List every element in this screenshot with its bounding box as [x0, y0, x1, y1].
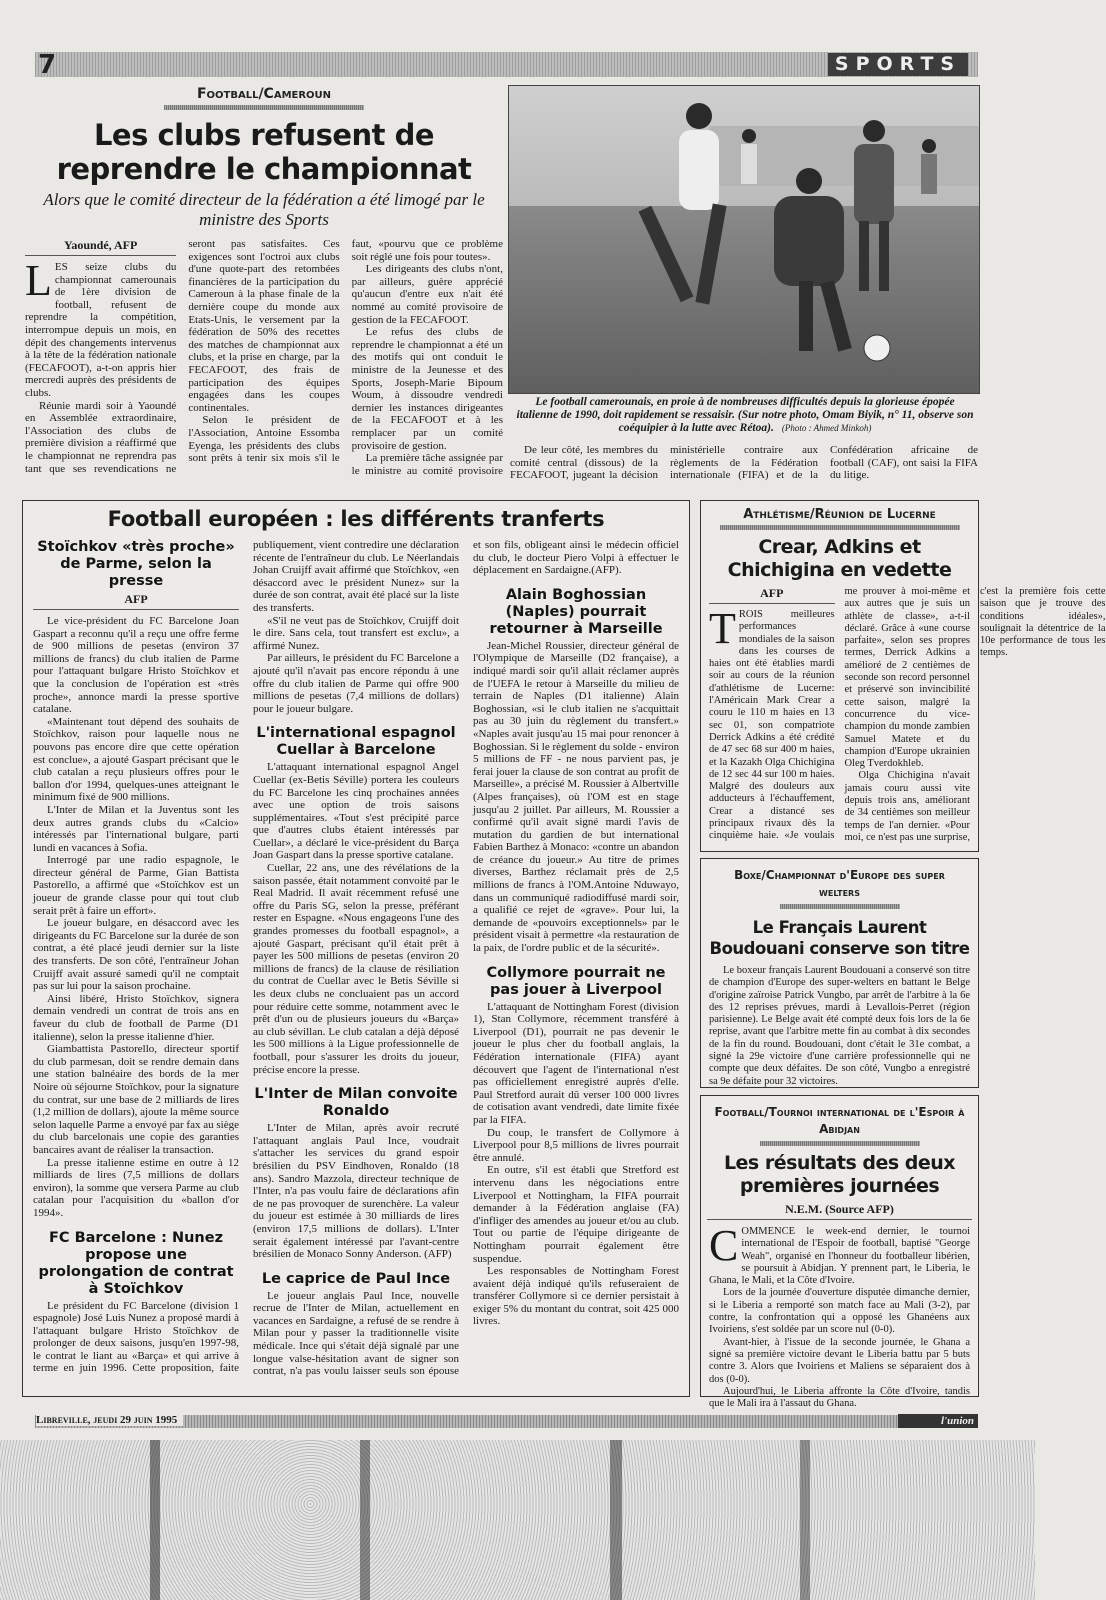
- section-label: SPORTS: [828, 53, 968, 76]
- article-headline: Les clubs refusent de reprendre le championnat: [56, 118, 472, 186]
- article-headline: Le Français Laurent Boudouani conserve son titre: [709, 918, 970, 958]
- paragraph: Les dirigeants des clubs n'ont, par ailleurs, guère apprécié qu'aucun d'entre eux n'ait été nommé au comité provisoire de gestion de la FECAFOOT.: [351, 263, 503, 326]
- paragraph: Le joueur bulgare, en désaccord avec les dirigeants du FC Barcelone sur la durée de son contrat, a été placé jeudi dernier sur la liste des transferts. De son côté, l'entraîneur Johan Cruijff avait assuré samedi qu'il ne comptait pas sur lui pour la saison prochaine.: [33, 917, 239, 993]
- footer-dateline: Libreville, jeudi 29 juin 1995: [36, 1414, 183, 1426]
- paragraph: «Maintenant tout dépend des souhaits de Stoïchkov, raison pour laquelle nous ne pouvons pas encore dire que cette opération est conclue», a ajouté Gaspart précisant que le club catalan a reçu plusieurs offres pour le ballon d'or 1994, quelques-unes atteignant le minimum fixé de 900 millions.: [33, 715, 239, 804]
- paragraph: LES seize clubs du championnat camerounais de 1ère division de football, refusent de reprendre la compétition, interrompue depuis un mois, en dépit des changements intervenus à la tête de la fédération nationale (FECAFOOT), a-t-on appris hier mercredi auprès des présidents de clubs.: [25, 256, 177, 399]
- paragraph: Réunie mardi soir à Yaoundé en Assemblée extraordinaire, l'Association des clubs de première division a réaffirmé que le championnat ne reprendra pas tant que ses revendications ne seront pas satisfaites. Ces exigences sont l'octroi aux clubs d'une quote-part des retombées financières de la participation du Cameroun à la phase finale de la dernière coupe du monde aux Etats-Unis, le versement par la fédération de 50% des recettes des matches de championnat aux clubs, et la prise en charge, par la FECAFOOT, des frais de participation des équipes engagées dans les coupes continentales.: [25, 238, 340, 475]
- paragraph: TROIS meilleures performances mondiales de la saison dans les courses de haies ont été établies mardi soir au cours de la réunion d'athlétisme de Lucerne: l'Américain Mark Crear a couru le 110 m haies en 13 sec 01, son compatriote Derrick Adkins a été crédité de 47 sec 68 sur 400 m haies, et la Kazakh Olga Chichigina de 12 sec 44 sur 100 m haies. Malgré des douleurs aux adducteurs à l'échauffement, Crear a distancé ses principaux rivaux dès la cinquième haie. «Je voulais me prouver à moi-même et aux autres que je suis un athlète de classe», a-t-il déclaré. Grâce à «une course parfaite», selon ses propres termes, Derrick Adkins a amélioré de 2 centièmes de seconde son record personnel et préservé son invincibilité cette saison, malgré la concurrence du vice-champion du monde zambien Samuel Matete et du champion d'Europe ukrainien Oleg Tverdokhleb.: [709, 586, 970, 842]
- paragraph: Olga Chichigina n'avait jamais couru aussi vite depuis trois ans, améliorant de 34 centièmes son meilleur temps de l'an dernier. «Pour moi, ce n'est pas une surprise, c'est la première fois cette saison que je trouve des conditions idéales», soulignait la détentrice de la 10e performance de tous les temps.: [844, 586, 1106, 843]
- paragraph: Ainsi libéré, Hristo Stoïchkov, signera demain vendredi un contrat de trois ans en faveur du club de football de Parme (D1 italienne), selon la presse italienne d'hier.: [33, 992, 239, 1043]
- article-headline: Crear, Adkins et Chichigina en vedette: [727, 536, 952, 581]
- paragraph: Le président du FC Barcelone (division 1 espagnole) José Luis Nunez a proposé mardi à l'attaquant bulgare Hristo Stoïchkov de prolonger de deux saisons, jusqu'en 1997-98, le contrat le liant au «Barça» et qui arrive à terme en juin 1996. Cette proposition, faite publiquement, vient contredire une déclaration récente de l'entraîneur du club. Le Néerlandais Johan Cruijff avait affirmé que Stoïchkov, «en désaccord avec le président Nunez» sur la durée de son contrat, avait été placé sur la liste des transferts.: [33, 539, 459, 1375]
- paragraph: Selon le président de l'Association, Antoine Essomba Eyenga, les présidents des clubs sont prêts à tenir six mois s'il le faut, «pourvu que ce problème soit réglé une fois pour toutes».: [188, 238, 503, 465]
- section-heading: FC Barcelone : Nunez propose une prolongation de contrat à Stoïchkov: [38, 1229, 234, 1297]
- article-subtitle: Alors que le comité directeur de la fédération a été limogé par le ministre des Sports: [43, 190, 485, 229]
- article-body: [709, 965, 970, 1088]
- caption-text: Le football camerounais, en proie à de nombreuses difficultés depuis la glorieuse épopée italienne de 1990, doit rapidement se ressaisir. (Sur notre photo, Omam Biyik, n° 11, observe son coéquipier à la lutte avec Rétoa).: [516, 396, 974, 434]
- article-cameroun: [25, 86, 503, 482]
- paragraph: Le joueur anglais Paul Ince, nouvelle recrue de l'Inter de Milan, actuellement en vacances en Sardaigne, a refusé de se rendre à Milan pour y passer la traditionnelle visite médicale. Ince qui s'était déjà signalé par une longue valse-hésitation avant de signer son contrat, n'a pas voulu laisser seuls son épouse et son fils, obligeant ainsi le médecin officiel du club, le docteur Piero Volpi à effectuer le déplacement en Sardaigne.(AFP).: [253, 539, 679, 1378]
- article-boxe: [700, 858, 979, 1088]
- paragraph: L'attaquant de Nottingham Forest (division 1), Stan Collymore, récemment transféré à Liverpool (D1), pourrait ne pas devenir le joueur le plus cher du football anglais, la Fédération internationale (FIFA) ayant découvert que l'agent de l'international n'est pas officiellement enregistré auprès d'elle. Paul Stretford aurait dû verser 100 000 livres de cotisation avant vendredi, date limite fixée par la FIFA.: [473, 1000, 679, 1126]
- paragraph: Les responsables de Nottingham Forest avaient déjà indiqué qu'ils refuseraient de transférer Collymore si ce dernier persistait à exiger 5% du montant du contrat, soit 425 000 livres.: [473, 1265, 679, 1328]
- masthead-logo: l'union: [898, 1414, 978, 1428]
- article-athletisme: [700, 500, 1106, 852]
- paragraph: Lors de la journée d'ouverture disputée dimanche dernier, si le Liberia a remporté son match face au Mali (3-2), par contre, la confrontation qui a opposé les Ghanéens aux Ivoiriens, s'est soldée par un score nul (0-0).: [709, 1287, 970, 1336]
- section-heading: Stoïchkov «très proche» de Parme, selon la presse: [37, 539, 235, 589]
- paragraph: «S'il ne veut pas de Stoïchkov, Cruijff doit le dire. Sans cela, tout transfert est exclu», a affirmé Nunez.: [253, 614, 459, 652]
- kicker-rule: [720, 525, 960, 530]
- article-headline: Football européen : les différents tranferts: [107, 507, 605, 531]
- section-heading: L'Inter de Milan convoite Ronaldo: [254, 1086, 458, 1120]
- paragraph: L'Inter de Milan, après avoir recruté l'attaquant anglais Paul Ince, voudrait s'attacher les services du grand espoir brésilien du PSV Eindhoven, Ronaldo (18 ans). Sandro Mazzola, directeur technique de l'Inter, n'a pas voulu faire de déclarations afin de ne pas provoquer de surenchère. La valeur du joueur est estimée à 30 milliards de lires (environ 17,5 millions de dollars). L'Inter serait également intéressé par l'avant-centre brésilien de Monaco Sonny Anderson. (AFP): [253, 1122, 459, 1261]
- paragraph: Par ailleurs, le président du FC Barcelone a ajouté qu'il n'avait pas encore répondu à une offre du club italien de Parme qui offre 900 millions de pesetas (7,4 millions de dollars) pour le joueur bulgare.: [253, 652, 459, 715]
- paragraph: COMMENCE le week-end dernier, le tournoi international de l'Espoir de football, baptisé "George Weah", organisé en l'honneur du footballeur libérien, se poursuit à Abidjan. Y prennent part, le Liberia, le Ghana, le Mali, et la Côte d'Ivoire.: [709, 1221, 970, 1287]
- paragraph: Le boxeur français Laurent Boudouani a conservé son titre de champion d'Europe des super-welters en battant le Belge d'origine zaïroise Patrick Vungbo, par arrêt de l'arbitre à la 6e des 12 reprises prévues, mardi à Levallois-Perret (région parisienne). Le Belge avait été compté deux fois lors de la 6e reprise, avant que l'arbitre mette fin au combat à dix secondes de la fin du round. Boudouani, dont c'était le 31e combat, a signé la 29e victoire d'une carrière professionnelle qui ne compte que deux défaites. De son côté, Vungbo a enregistré sa 9e défaite pour 32 victoires.: [709, 965, 970, 1087]
- paragraph: Le vice-président du FC Barcelone Joan Gaspart a reconnu qu'il a reçu une offre ferme de 900 millions de pesetas (environ 37 millions de francs) du club italien de Parme pour l'attaquant bulgare Hristo Stoïchkov et que la conclusion de l'opération est «très proche», annonce mardi la presse sportive catalane.: [33, 615, 239, 716]
- article-body: [709, 586, 1106, 848]
- article-continuation: [510, 444, 978, 486]
- article-kicker: Football/Tournoi international de l'Espoir à Abidjan: [714, 1105, 965, 1136]
- kicker-rule: [164, 105, 364, 110]
- article-abidjan: [700, 1095, 979, 1410]
- article-european-transfers: [22, 500, 690, 1397]
- article-body: [33, 539, 679, 1381]
- kicker-rule: [780, 904, 900, 909]
- article-body: [709, 1221, 970, 1410]
- paragraph: La presse italienne estime en outre à 12 milliards de lires (7,5 millions de dollars environ), la somme que versera Parme au club catalan pour l'acquisition du «ballon d'or 1994».: [33, 1156, 239, 1219]
- paragraph: Cuellar, 22 ans, une des révélations de la saison passée, était notamment convoité par le Real Madrid. Il avait récemment refusé une offre du Paris SG, selon la presse, préférant rester en Espagne. «Nous engageons l'une des grandes promesses du football espagnol», a ajouté Gaspart, précisant qu'il était prêt à payer les 500 millions de pesetas (environ 20 millions de francs) de la clause de résiliation du contrat de Cuellar avec le Betis Séville si les deux clubs ne concluaient pas un accord pour réduire cette somme, notamment avec le prêt d'un ou de plusieurs joueurs du «Barça» au club sévillan. Le club catalan a déjà déposé les 500 millions à la Ligue professionnelle de football, pour s'assurer les droits du joueur, précise encore la presse.: [253, 862, 459, 1076]
- section-byline: AFP: [33, 592, 239, 610]
- article-kicker: Athlétisme/Réunion de Lucerne: [743, 507, 936, 522]
- article-kicker: Boxe/Championnat d'Europe des super welters: [734, 868, 945, 899]
- page-number: 7: [38, 50, 57, 80]
- paragraph: Avant-hier, à l'issue de la seconde journée, le Ghana a signé sa première victoire devant le Liberia battu par 5 buts contre 3. Alors que Ivoiriens et Maliens se séparaient dos à dos (0-0).: [709, 1336, 970, 1385]
- photo-caption: [515, 396, 975, 435]
- section-heading: Le caprice de Paul Ince: [261, 1270, 451, 1287]
- paragraph: Le refus des clubs de reprendre le championnat a été un des motifs qui ont conduit le ministre de la Jeunesse et des Sports, Joseph-Marie Bipoum Woum, à dissoudre vendredi dernier les instances dirigeantes de la FECAFOOT et à les remplacer par un comité provisoire de gestion.: [351, 326, 503, 452]
- paragraph: Interrogé par une radio espagnole, le directeur général de Parme, Gian Battista Pastorello, a affirmé que «Stoïchkov est un joueur de grande classe pour qui tout club serait prêt à faire un effort».: [33, 854, 239, 917]
- article-byline: AFP: [709, 586, 835, 604]
- paragraph: En outre, s'il est établi que Stretford est intervenu dans les négociations entre Liverpool et Nottingham, la FIFA pourrait demander à la Fédération anglaise (FA) d'infliger des amendes au joueur et/ou au club. Tout ou partie de l'équipe dirigeante de Nottingham pourrait également être suspendue.: [473, 1164, 679, 1265]
- paragraph: De leur côté, les membres du comité central (dissous) de la FECAFOOT, jugeant la décision ministérielle contraire aux règlements de la Fédération internationale (FIFA) et de la Confédération africaine de football (CAF), ont saisi la FIFA du litige.: [510, 444, 978, 482]
- paragraph: Jean-Michel Roussier, directeur général de l'Olympique de Marseille (D2 française), a indiqué mardi soir qu'il allait réclamer auprès de l'UEFA le retour à Marseille du milieu de terrain de Naples (D1 italienne) Alain Boghossian, «si le club italien ne s'acquittait pas au 30 juin du règlement du transfert.» «Naples avait jusqu'au 15 mai pour renoncer à Boghossian. Si le règlement du solde - environ 5 millions de FF - ne nous parvient pas, je ferai jouer la clause de son contrat au profit de Marseille», a précisé M. Roussier à Albertville (Alpes françaises), où l'OM est en stage jusqu'au 2 juillet. Par ailleurs, M. Roussier a confirmé qu'il avait signé mardi l'avis de mutation du gardien de but international Fabien Barthez à Monaco: «contre un abandon de créance du joueur.» Au titre de primes diverses, Barthez réclamait près de 2,5 millions de francs à l'OM.Antoine Nduwayo, dans un communiqué radiodiffusé mardi soir, a qualifié ce rejet de «grave». Pour lui, la demande de «pouvoirs exceptionnels» par le président visait à permettre «la restauration de la paix, de l'ordre public et de la sécurité».: [473, 639, 679, 955]
- paragraph: Du coup, le transfert de Collymore à Liverpool pour 8,5 millions de livres pourrait être annulé.: [473, 1126, 679, 1164]
- scan-margin: [0, 1440, 1035, 1600]
- section-heading: L'international espagnol Cuellar à Barcelone: [256, 725, 456, 759]
- article-byline: N.E.M. (Source AFP): [707, 1202, 972, 1220]
- paragraph: La première tâche assignée par le ministre au comité provisoire: [351, 452, 503, 477]
- paragraph: L'Inter de Milan et la Juventus sont les deux autres grands clubs du «Calcio» intéressés par l'international bulgare, parti lundi en vacances à Sofia.: [33, 803, 239, 854]
- football-match-photo: [508, 85, 980, 394]
- article-byline: Yaoundé, AFP: [25, 238, 176, 256]
- article-body: [25, 238, 503, 482]
- section-heading: Collymore pourrait ne pas jouer à Liverpool: [486, 964, 666, 998]
- paragraph: Aujourd'hui, le Liberia affronte la Côte d'Ivoire, tandis que le Mali ira à l'assaut du Ghana.: [709, 1385, 970, 1410]
- photo-credit: (Photo : Ahmed Minkoh): [781, 423, 872, 433]
- paragraph: Giambattista Pastorello, directeur sportif du club parmesan, doit se rendre demain dans une station balnéaire des bords de la mer Noire où séjourne Stoïchkov, pour la signature du contrat, sur une base de 2 milliards de lires (1,2 million de dollars), ajoute la même source selon laquelle Parme a envoyé par fax au siège du club barcelonais une copie des garanties bancaires avant de réaliser la transaction.: [33, 1043, 239, 1156]
- paragraph: L'attaquant international espagnol Angel Cuellar (ex-Betis Séville) portera les couleurs du FC Barcelone les cinq prochaines années avec une option de trois saisons supplémentaires. «Tout s'est précipité parce que d'autres clubs étaient intéressés par Cuellar», a déclaré le vice-président du Barça Joan Gaspart dans la presse sportive catalane.: [253, 761, 459, 862]
- section-heading: Alain Boghossian (Naples) pourrait retourner à Marseille: [489, 586, 663, 637]
- article-kicker: Football/Cameroun: [196, 86, 332, 102]
- article-headline: Les résultats des deux premières journées: [723, 1152, 956, 1197]
- kicker-rule: [760, 1141, 920, 1146]
